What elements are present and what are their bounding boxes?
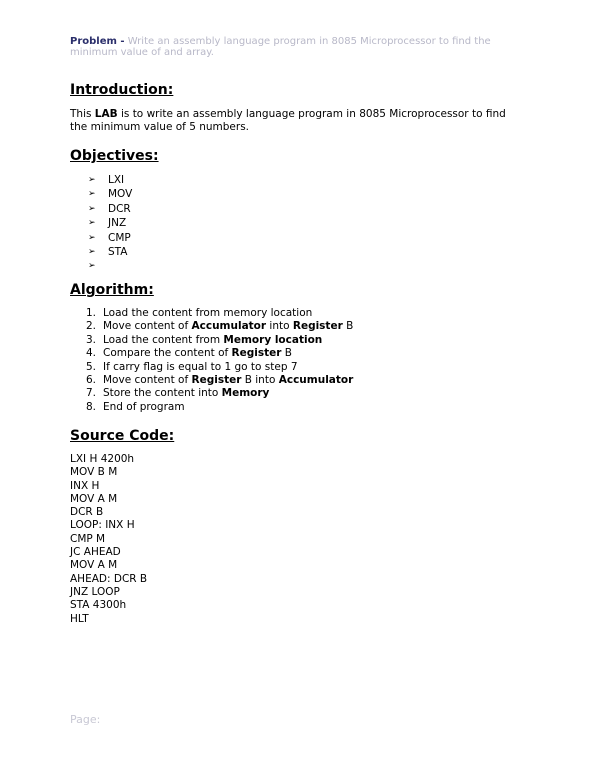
objective-item [70,216,132,230]
code-line: MOV A M [70,559,118,572]
objective-item [70,187,132,201]
step-text: Compare the content of Register B [103,347,292,360]
objective-label: MOV [108,188,133,201]
step-text: Load the content from memory location [103,307,313,319]
arrow-bullet-icon: ➢ [88,189,96,200]
objective-label: DCR [108,202,131,215]
step-number: 4. [85,347,96,360]
page-footer: Page: [70,713,101,726]
objective-item [70,259,132,273]
arrow-bullet-icon: ➢ [88,232,96,243]
code-line: DCR B [70,506,104,519]
introduction-paragraph: This LAB is to write an assembly language program in 8085 Microprocessor to find the minimum value of 5 numbers. [70,108,506,133]
problem-text: Write an assembly language program in 8085 Microprocessor to find the minimum value of and array. [70,36,491,58]
introduction-heading: Introduction: [70,82,174,98]
code-line: JC AHEAD [70,546,121,559]
step-text: Store the content into Memory [103,387,270,400]
source-code-block [70,453,147,626]
objective-label: STA [108,245,128,258]
algorithm-list [70,307,353,414]
step-text: Load the content from Memory location [103,333,323,346]
objective-label: CMP [108,231,131,244]
step-number: 2. [85,320,96,333]
problem-header [70,36,530,58]
algorithm-step [70,387,353,400]
objective-item [70,202,132,216]
objective-item [70,231,132,245]
code-line: LOOP: INX H [70,519,135,532]
code-line: MOV B M [70,466,118,479]
step-text: Move content of Register B into Accumulator [103,373,354,386]
step-number: 1. [85,307,96,319]
code-line: LXI H 4200h [70,453,135,465]
lab-bold: LAB [94,108,118,120]
arrow-bullet-icon: ➢ [88,246,96,257]
objectives-list [70,173,132,274]
problem-label: Problem - [70,36,125,47]
source-code-heading: Source Code: [70,428,175,444]
step-number: 6. [85,373,96,386]
step-number: 5. [85,360,96,373]
arrow-bullet-icon: ➢ [88,261,96,272]
step-number: 3. [85,333,96,346]
code-line: MOV A M [70,492,118,505]
code-line: CMP M [70,532,106,545]
objective-label: LXI [108,174,125,186]
code-line: AHEAD: DCR B [70,572,148,585]
step-number: 8. [85,400,96,413]
algorithm-step [70,320,353,333]
algorithm-step [70,361,353,374]
arrow-bullet-icon: ➢ [88,218,96,229]
arrow-bullet-icon: ➢ [88,175,96,185]
step-number: 7. [85,387,96,400]
document-page [70,36,530,625]
code-line: INX H [70,479,100,492]
algorithm-step [70,307,353,320]
arrow-bullet-icon: ➢ [88,203,96,214]
algorithm-step [70,374,353,387]
objective-item [70,245,132,259]
step-text: If carry flag is equal to 1 go to step 7 [103,360,298,373]
step-text: End of program [103,400,185,413]
algorithm-step [70,334,353,347]
objective-label: JNZ [108,217,127,230]
algorithm-step [70,401,353,414]
code-line: JNZ LOOP [70,585,120,598]
algorithm-heading: Algorithm: [70,282,154,298]
algorithm-step [70,347,353,360]
code-line: STA 4300h [70,599,127,612]
objective-item [70,173,132,187]
objectives-heading: Objectives: [70,148,159,164]
step-text: Move content of Accumulator into Register B [103,320,354,333]
code-line: HLT [70,612,89,625]
